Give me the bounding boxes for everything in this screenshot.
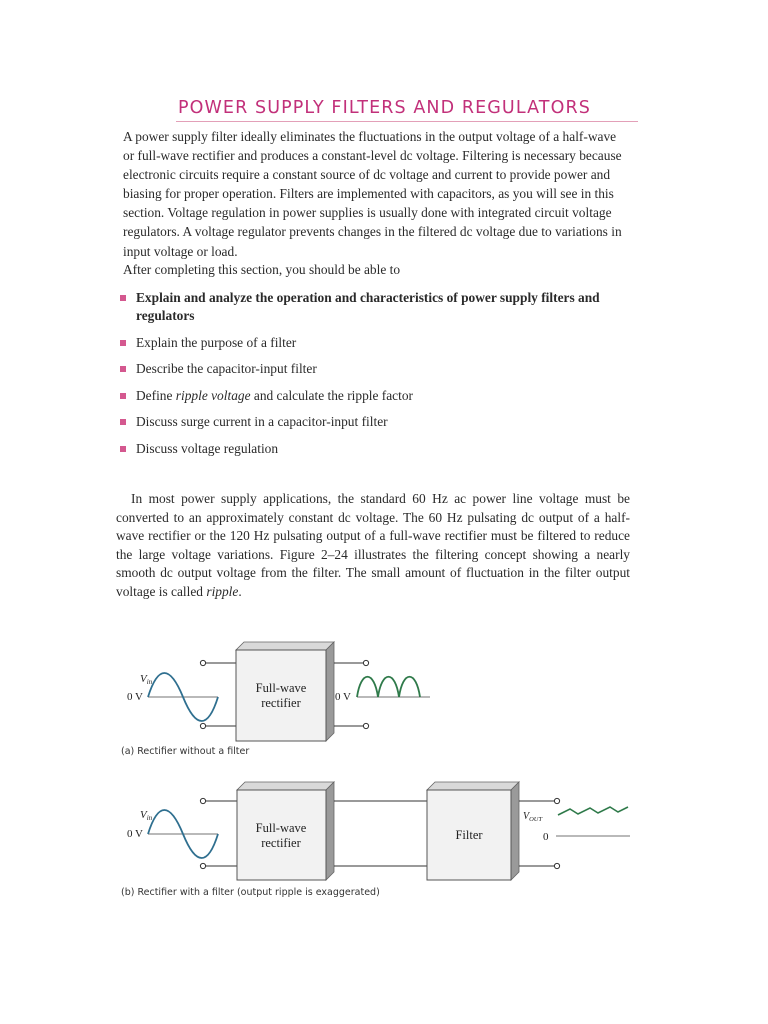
- terminal-icon: [200, 863, 205, 868]
- body-paragraph: In most power supply applications, the standard 60 Hz ac power line voltage must be converted to an approximately constant dc voltage. The 60 Hz pulsating dc output of a half-wave rectifier or the 120 Hz pulsating output of a full-wave rectifier must be filtered to reduce the large voltage variations. Figure 2–24 illustrates the filtering concept showing a nearly smooth dc output voltage from the filter. The small amount of fluctuation in the filter output voltage is called ripple.: [116, 491, 630, 599]
- terminal-icon: [363, 723, 368, 728]
- block-top-face: [236, 642, 334, 650]
- intro-paragraph: A power supply filter ideally eliminates the fluctuations in the output voltage of a half-wave or full-wave rectifier and produces a constant-level dc voltage. Filtering is necessary because electronic circuits require a constant source of dc voltage and current to provide power and biasing for proper operation. Filters are implemented with capacitors, as you will see in this section. Voltage regulation in power supplies is usually done with integrated circuit voltage regulators. A voltage regulator prevents changes in the filtered dc voltage due to variations in input voltage or load.: [123, 129, 622, 259]
- block-side-face: [326, 782, 334, 880]
- ripple-output-wave: [558, 807, 628, 815]
- rectifier-label-line1: Full-wave: [255, 681, 307, 695]
- objective-item: Discuss voltage regulation: [118, 440, 638, 458]
- figure-b-caption: (b) Rectifier with a filter (output ripple is exaggerated): [121, 887, 380, 898]
- terminal-icon: [200, 660, 205, 665]
- input-voltage-label: Vin: [140, 809, 153, 822]
- figure-a: [127, 642, 430, 741]
- rectifier-label-line2: rectifier: [261, 696, 301, 710]
- terminal-icon: [554, 798, 559, 803]
- terminal-icon: [200, 798, 205, 803]
- objectives-lead: After completing this section, you should be able to: [123, 262, 401, 277]
- block-side-face: [326, 642, 334, 741]
- figure-b: [127, 782, 630, 880]
- rectifier-label-line2: rectifier: [261, 836, 301, 850]
- objective-item: Explain and analyze the operation and characteristics of power supply filters and regulators: [118, 289, 638, 325]
- section-title: POWER SUPPLY FILTERS AND REGULATORS: [178, 98, 591, 118]
- zero-volt-label-in: 0 V: [127, 828, 143, 840]
- pulsating-dc-wave: [357, 677, 420, 697]
- zero-volt-label-in: 0 V: [127, 691, 143, 703]
- objective-item: Define ripple voltage and calculate the ripple factor: [118, 387, 638, 405]
- block-top-face: [237, 782, 334, 790]
- rectifier-block: [237, 790, 326, 880]
- terminal-icon: [554, 863, 559, 868]
- objective-item: Describe the capacitor-input filter: [118, 360, 638, 378]
- objective-item: Explain the purpose of a filter: [118, 334, 638, 352]
- filter-label: Filter: [455, 828, 483, 842]
- objective-item: Discuss surge current in a capacitor-input filter: [118, 413, 638, 431]
- figure-a-caption: (a) Rectifier without a filter: [121, 746, 250, 757]
- zero-label-out: 0: [543, 831, 549, 843]
- block-side-face: [511, 782, 519, 880]
- block-top-face: [427, 782, 519, 790]
- terminal-icon: [200, 723, 205, 728]
- zero-volt-label-out: 0 V: [335, 691, 351, 703]
- output-voltage-label: $V_{OUT}$: [523, 811, 543, 823]
- terminal-icon: [363, 660, 368, 665]
- input-voltage-label: Vin: [140, 673, 153, 686]
- rectifier-label-line1: Full-wave: [255, 821, 307, 835]
